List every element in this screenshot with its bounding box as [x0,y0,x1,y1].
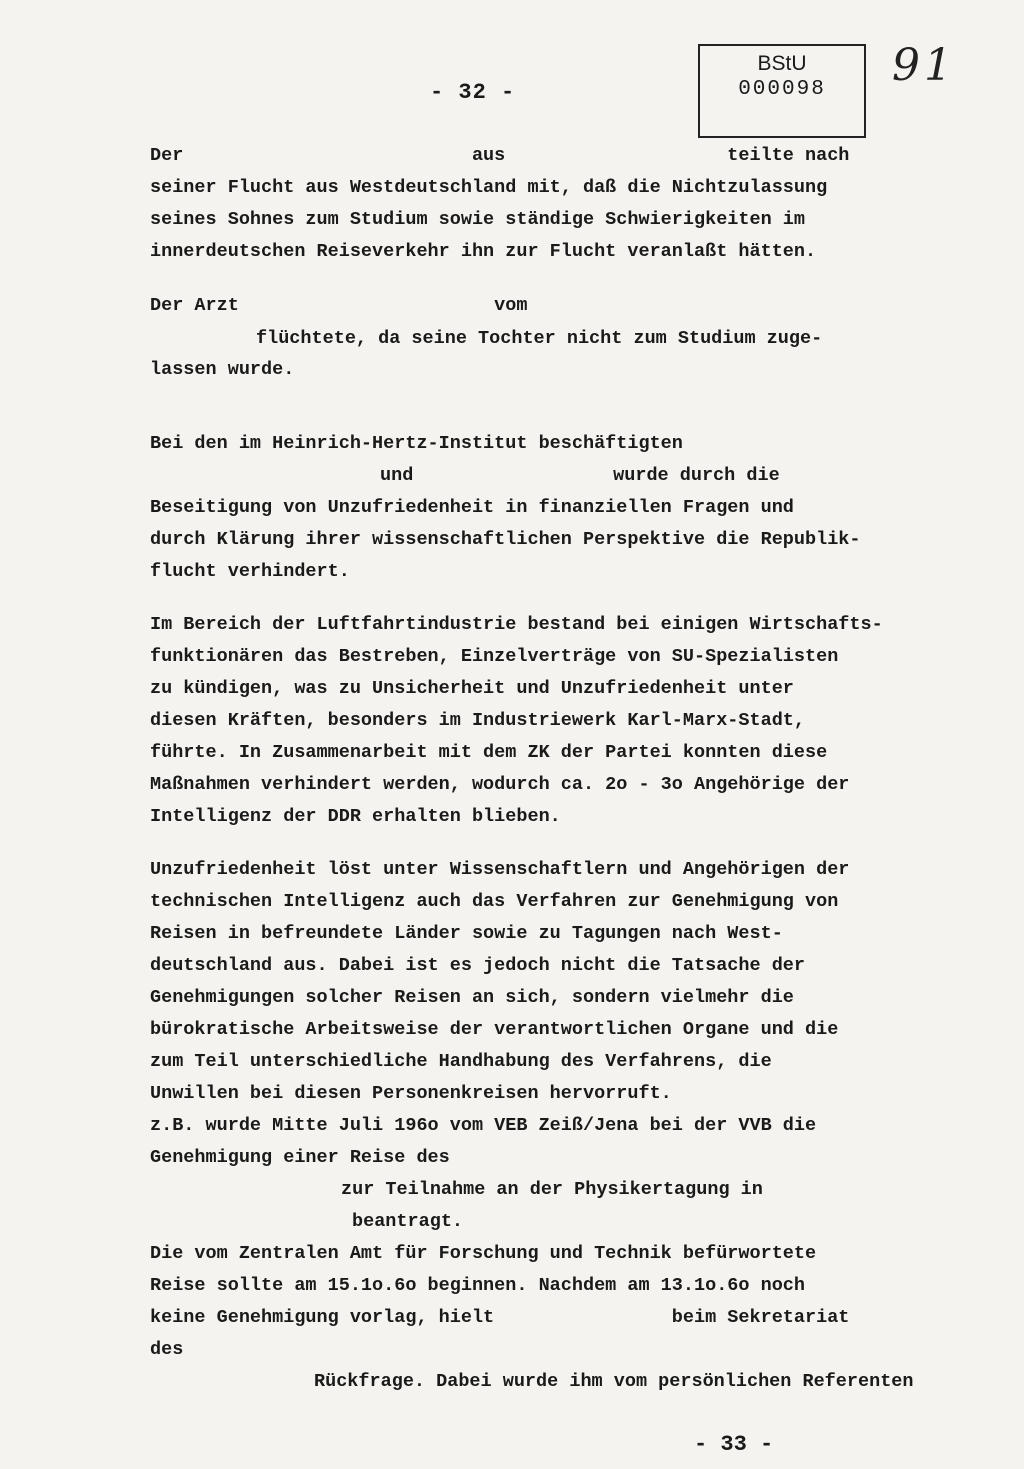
text-line: bürokratische Arbeitsweise der verantwortlichen Organe und die [150,1019,839,1040]
text-line: seiner Flucht aus Westdeutschland mit, daß die Nichtzulassung [150,177,828,198]
text-line: deutschland aus. Dabei ist es jedoch nicht die Tatsache der [150,955,806,976]
text-line: führte. In Zusammenarbeit mit dem ZK der Partei konnten diese [150,742,828,763]
text-line: Der aus teilte nach [150,145,850,166]
text-line: lassen wurde. [150,359,295,380]
text-line: Unwillen bei diesen Personenkreisen hervorruft. [150,1083,672,1104]
text-line: keine Genehmigung vorlag, hielt beim Sekretariat [150,1307,850,1328]
stamp-agency: BStU [757,52,807,75]
handwritten-folio-number: 91 [892,40,956,91]
text-line: z.B. wurde Mitte Juli 196o vom VEB Zeiß/Jena bei der VVB die [150,1115,817,1136]
text-line: und wurde durch die [380,465,780,486]
text-line: Beseitigung von Unzufriedenheit in finanziellen Fragen und [150,497,794,518]
text-line: Maßnahmen verhindert werden, wodurch ca. 2o - 3o Angehörige der [150,774,850,795]
text-line: diesen Kräften, besonders im Industriewerk Karl-Marx-Stadt, [150,710,806,731]
text-line: Genehmigungen solcher Reisen an sich, sondern vielmehr die [150,987,794,1008]
next-page-number: - 33 - [694,1432,774,1457]
text-line: Reise sollte am 15.1o.6o beginnen. Nachdem am 13.1o.6o noch [150,1275,806,1296]
text-line: funktionären das Bestreben, Einzelverträge von SU-Spezialisten [150,646,839,667]
text-line: flucht verhindert. [150,561,350,582]
text-line: Im Bereich der Luftfahrtindustrie bestand bei einigen Wirtschafts- [150,614,883,635]
text-line: Unzufriedenheit löst unter Wissenschaftlern und Angehörigen der [150,859,850,880]
text-line: durch Klärung ihrer wissenschaftlichen Perspektive die Republik- [150,529,861,550]
text-line: innerdeutschen Reiseverkehr ihn zur Flucht veranlaßt hätten. [150,241,817,262]
stamp-document-number: 000098 [738,78,826,101]
text-line: beantragt. [352,1211,464,1232]
text-line: Der Arzt vom [150,295,528,316]
text-line: zum Teil unterschiedliche Handhabung des Verfahrens, die [150,1051,772,1072]
text-line: technischen Intelligenz auch das Verfahren zur Genehmigung von [150,891,839,912]
text-line: Die vom Zentralen Amt für Forschung und Technik befürwortete [150,1243,817,1264]
text-line: Genehmigung einer Reise des [150,1147,450,1168]
archive-stamp [698,44,866,138]
text-line: flüchtete, da seine Tochter nicht zum Studium zuge- [256,328,823,349]
page-number: - 32 - [430,80,516,105]
text-line: Rückfrage. Dabei wurde ihm vom persönlichen Referenten [314,1371,914,1392]
text-line: Bei den im Heinrich-Hertz-Institut beschäftigten [150,433,683,454]
text-line: Reisen in befreundete Länder sowie zu Tagungen nach West- [150,923,783,944]
text-line: Intelligenz der DDR erhalten blieben. [150,806,561,827]
text-line: seines Sohnes zum Studium sowie ständige Schwierigkeiten im [150,209,806,230]
text-line: des [150,1339,184,1360]
text-line: zur Teilnahme an der Physikertagung in [341,1179,763,1200]
text-line: zu kündigen, was zu Unsicherheit und Unzufriedenheit unter [150,678,794,699]
